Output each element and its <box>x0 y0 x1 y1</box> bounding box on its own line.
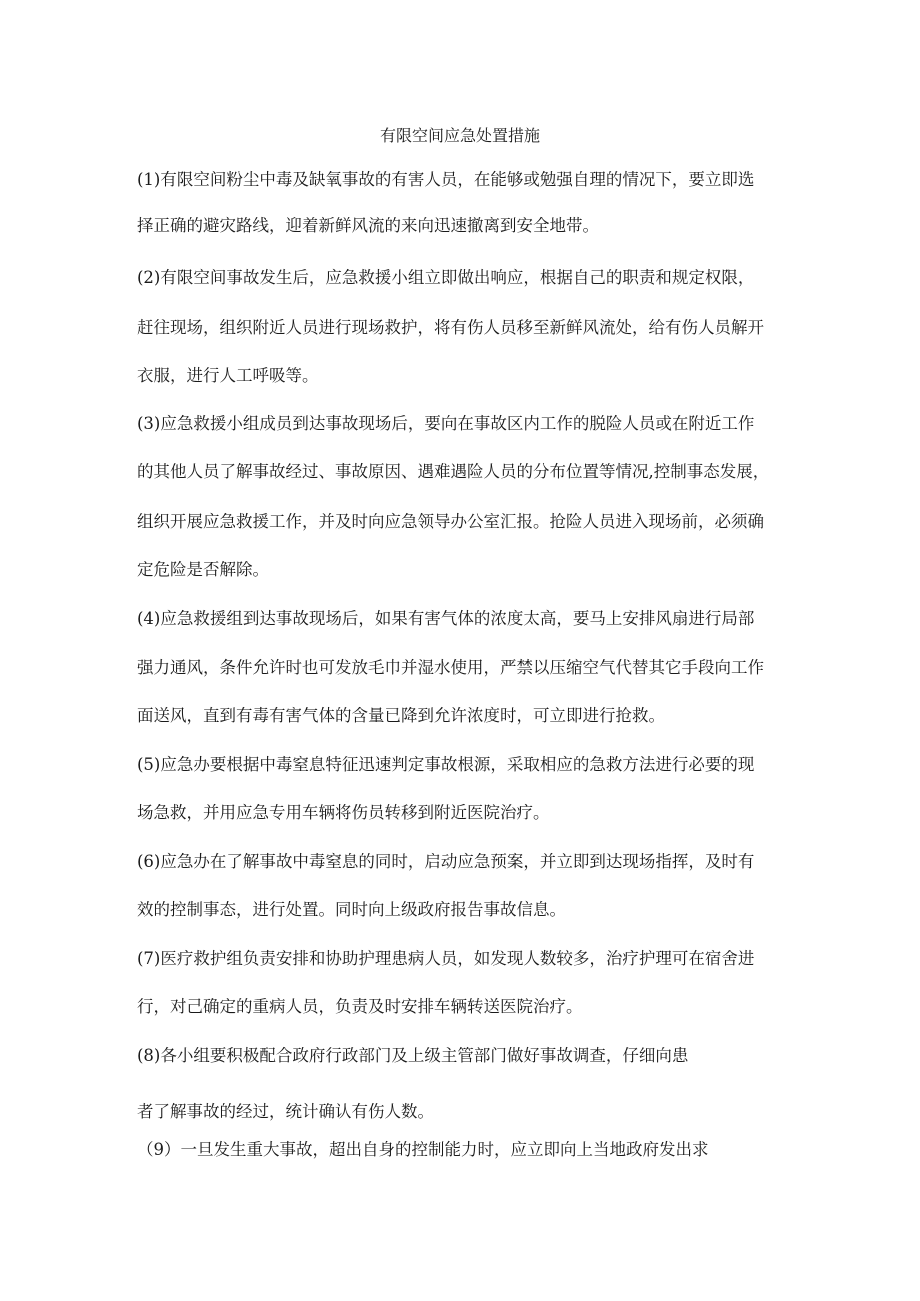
paragraph-line: (4)应急救援组到达事故现场后，如果有害气体的浓度太高，要马上安排风扇进行局部 <box>137 609 755 628</box>
paragraph-line: 赶往现场，组织附近人员进行现场救护，将有伤人员移至新鲜风流处，给有伤人员解开 <box>137 318 764 337</box>
paragraph-line: (5)应急办要根据中毒窒息特征迅速判定事故根源，采取相应的急救方法进行必要的现 <box>137 755 755 774</box>
paragraph-line: （9）一旦发生重大事故，超出自身的控制能力时，应立即向上当地政府发出求 <box>137 1140 709 1159</box>
paragraph-line: 定危险是否解除。 <box>137 560 269 579</box>
paragraph-line: 面送风，直到有毒有害气体的含量已降到允许浓度时，可立即进行抢救。 <box>137 706 665 725</box>
paragraph-line: 强力通风，条件允许时也可发放毛巾并湿水使用，严禁以压缩空气代替其它手段向工作 <box>137 658 764 677</box>
paragraph-line: 行，对己确定的重病人员，负责及时安排车辆转送医院治疗。 <box>137 997 583 1016</box>
paragraph-line: (2)有限空间事故发生后，应急救援小组立即做出响应，根据自己的职责和规定权限， <box>137 268 755 287</box>
paragraph-line: 择正确的避灾路线，迎着新鲜风流的来向迅速撤离到安全地带。 <box>137 216 599 235</box>
paragraph-line: 组织开展应急救援工作，并及时向应急领导办公室汇报。抢险人员进入现场前，必须确 <box>137 512 764 531</box>
paragraph-line: (3)应急救援小组成员到达事故现场后，要向在事故区内工作的脱险人员或在附近工作 <box>137 414 755 433</box>
paragraph-line: (1)有限空间粉尘中毒及缺氧事故的有害人员，在能够或勉强自理的情况下，要立即选 <box>137 170 755 189</box>
paragraph-line: (6)应急办在了解事故中毒窒息的同时，启动应急预案，并立即到达现场指挥，及时有 <box>137 852 755 871</box>
paragraph-line: 衣服，进行人工呼吸等。 <box>137 366 319 385</box>
paragraph-line: 场急救，并用应急专用车辆将伤员转移到附近医院治疗。 <box>137 803 550 822</box>
paragraph-line: 的其他人员了解事故经过、事故原因、遇难遇险人员的分布位置等情况,控制事态发展， <box>137 462 770 481</box>
paragraph-line: (7)医疗救护组负责安排和协助护理患病人员，如发现人数较多，治疗护理可在宿舍进 <box>137 949 755 968</box>
paragraph-line: (8)各小组要积极配合政府行政部门及上级主管部门做好事故调查，仔细向患 <box>137 1046 689 1065</box>
paragraph-line: 者了解事故的经过，统计确认有伤人数。 <box>137 1102 434 1121</box>
paragraph-line: 效的控制事态，进行处置。同时向上级政府报告事故信息。 <box>137 900 566 919</box>
page-title: 有限空间应急处置措施 <box>379 126 540 145</box>
